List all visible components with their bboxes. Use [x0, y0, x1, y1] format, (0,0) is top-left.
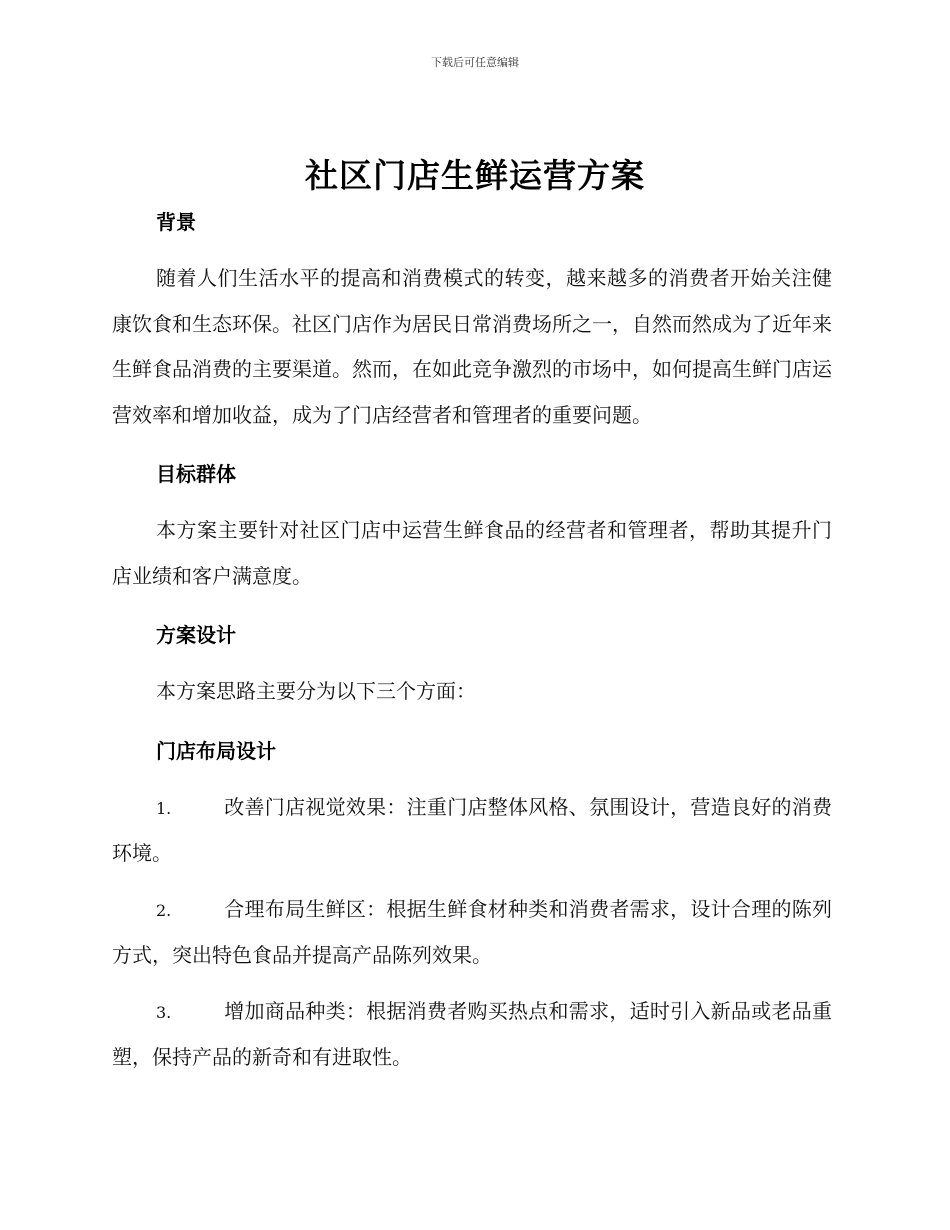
list-item	[112, 887, 832, 979]
document-title: 社区门店生鲜运营方案	[305, 156, 645, 195]
list-item-number: 2.	[156, 900, 172, 920]
list-item-number: 1.	[156, 798, 172, 818]
list-item-text: 增加商品种类：根据消费者购买热点和需求，适时引入新品或老品重塑，保持产品的新奇和有进取性。	[112, 998, 832, 1069]
section-heading-design: 方案设计	[156, 623, 236, 647]
paragraph-design: 本方案思路主要分为以下三个方面：	[156, 679, 476, 703]
list-item-text: 合理布局生鲜区：根据生鲜食材种类和消费者需求，设计合理的陈列方式，突出特色食品并提高产品陈列效果。	[112, 896, 832, 967]
list-item	[112, 785, 832, 877]
list-item-text: 改善门店视觉效果：注重门店整体风格、氛围设计，营造良好的消费环境。	[112, 794, 832, 865]
section-heading-background: 背景	[156, 210, 196, 234]
section-heading-target: 目标群体	[156, 462, 236, 486]
header-note: 下载后可任意编辑	[431, 56, 519, 69]
paragraph-target: 本方案主要针对社区门店中运营生鲜食品的经营者和管理者，帮助其提升门店业绩和客户满意度。	[112, 518, 832, 588]
list-item	[112, 989, 832, 1081]
document-body	[112, 200, 832, 1081]
section-heading-layout: 门店布局设计	[156, 738, 276, 763]
paragraph-background: 随着人们生活水平的提高和消费模式的转变，越来越多的消费者开始关注健康饮食和生态环保。社区门店作为居民日常消费场所之一，自然而然成为了近年来生鲜食品消费的主要渠道。然而，在如此竞争激烈的市场中，如何提高生鲜门店运营效率和增加收益，成为了门店经营者和管理者的重要问题。	[112, 266, 832, 427]
list-item-number: 3.	[156, 1002, 172, 1022]
